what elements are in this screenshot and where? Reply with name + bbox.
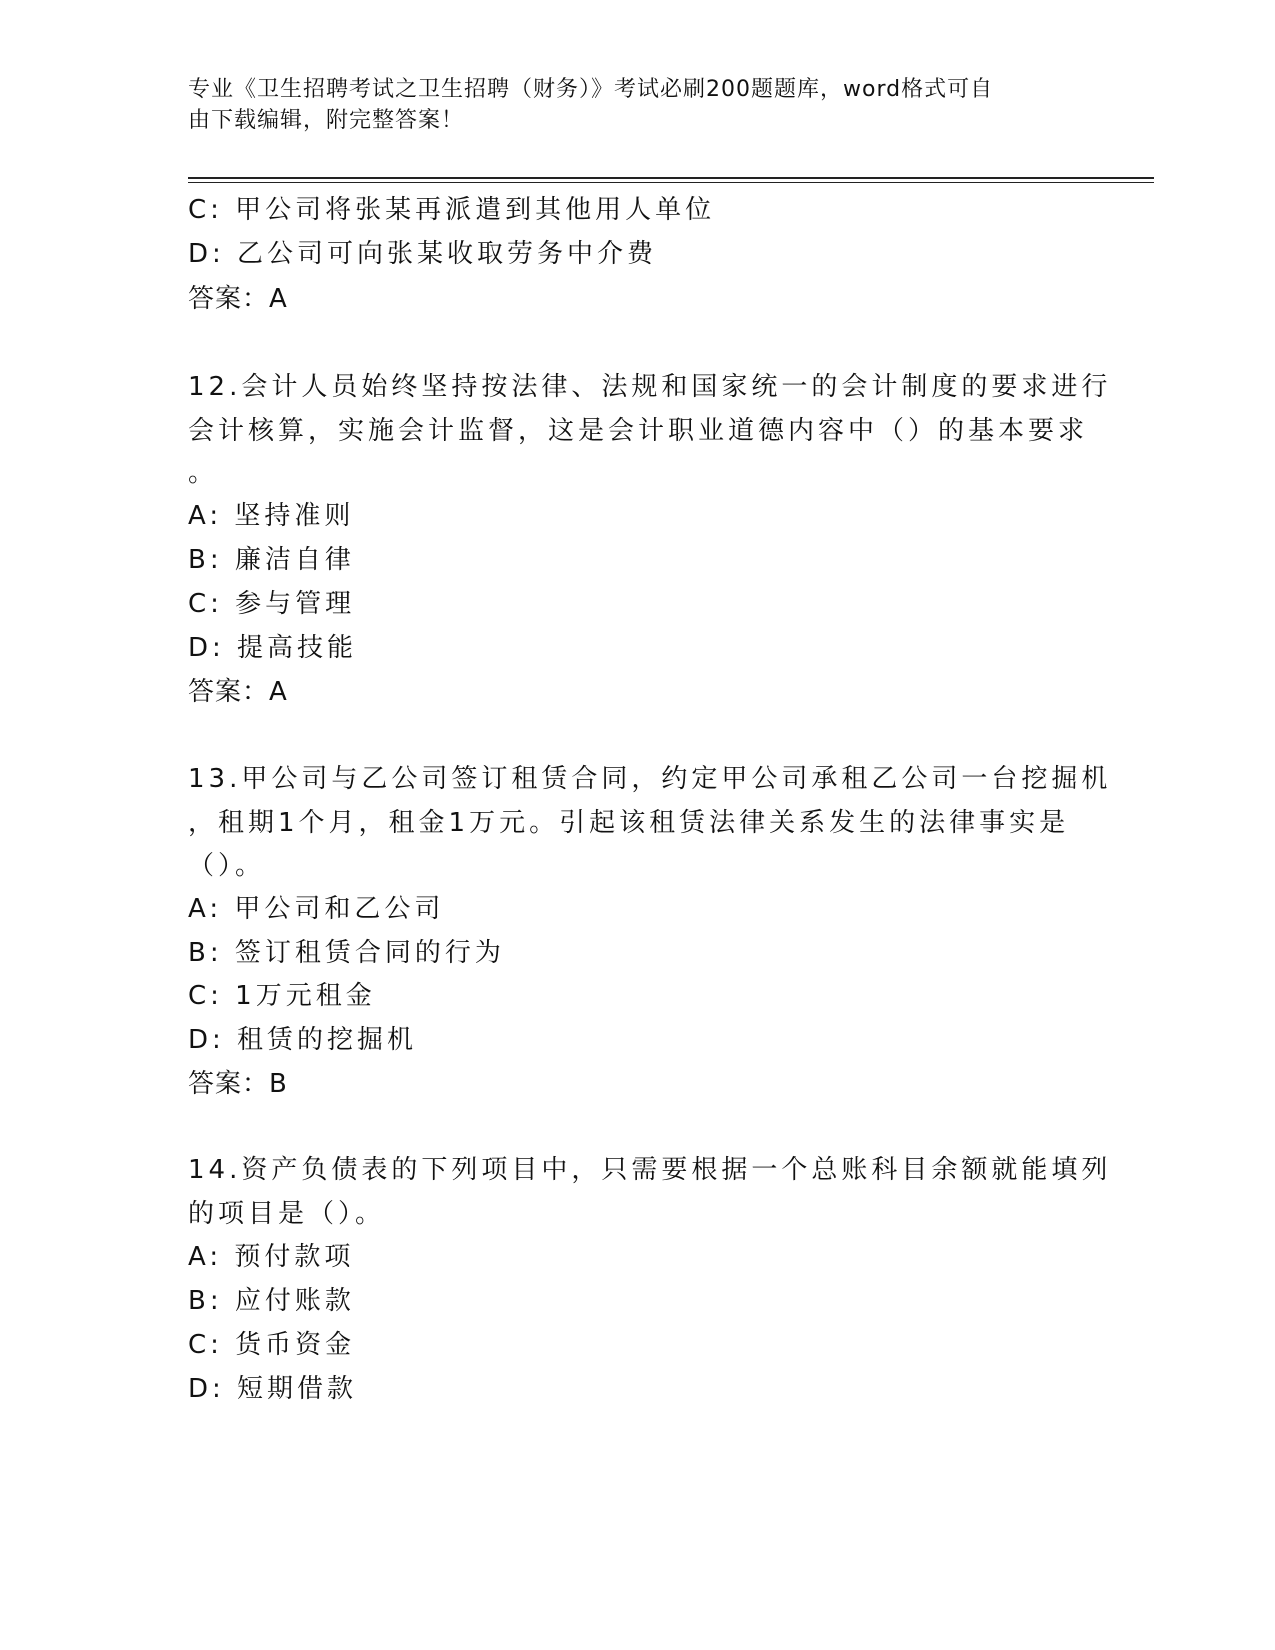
- question-14-option-a: A: 预付款项: [188, 1242, 355, 1272]
- question-13-answer: 答案：B: [188, 1069, 288, 1099]
- question-12-option-c: C: 参与管理: [188, 589, 356, 619]
- question-12-stem-3: 。: [188, 458, 219, 488]
- question-13-option-d: D: 租赁的挖掘机: [188, 1025, 418, 1055]
- question-14-option-b: B: 应付账款: [188, 1286, 355, 1316]
- header-line-1: 专业《卫生招聘考试之卫生招聘（财务）》考试必刷200题题库，word格式可自: [188, 77, 994, 102]
- question-12-option-d: D: 提高技能: [188, 633, 358, 663]
- question-13-option-a: A: 甲公司和乙公司: [188, 894, 445, 924]
- question-13-stem-2: ，租期1个月，租金1万元。引起该租赁法律关系发生的法律事实是: [188, 808, 1070, 838]
- question-13-stem-3: （）。: [188, 851, 266, 881]
- question-14-option-d: D: 短期借款: [188, 1374, 358, 1404]
- question-14-stem-1: 14.资产负债表的下列项目中，只需要根据一个总账科目余额就能填列: [188, 1155, 1112, 1185]
- question-12-stem-2: 会计核算，实施会计监督，这是会计职业道德内容中（）的基本要求: [188, 416, 1089, 446]
- question-12-answer: 答案：A: [188, 677, 288, 707]
- option-c: C: 甲公司将张某再派遣到其他用人单位: [188, 195, 716, 225]
- header-line-2: 由下载编辑，附完整答案！: [188, 108, 465, 133]
- question-12-option-a: A: 坚持准则: [188, 501, 355, 531]
- question-14-option-c: C: 货币资金: [188, 1330, 356, 1360]
- question-13-option-b: B: 签订租赁合同的行为: [188, 938, 505, 968]
- document-header: [188, 74, 1068, 136]
- option-d: D: 乙公司可向张某收取劳务中介费: [188, 239, 658, 269]
- question-14-stem-2: 的项目是（）。: [188, 1199, 386, 1229]
- question-12-option-b: B: 廉洁自律: [188, 545, 355, 575]
- question-12-stem-1: 12.会计人员始终坚持按法律、法规和国家统一的会计制度的要求进行: [188, 372, 1112, 402]
- answer-line: 答案：A: [188, 284, 288, 314]
- header-divider-thin: [188, 182, 1154, 183]
- question-13-stem-1: 13.甲公司与乙公司签订租赁合同，约定甲公司承租乙公司一台挖掘机: [188, 764, 1112, 794]
- question-13-option-c: C: 1万元租金: [188, 981, 376, 1011]
- header-divider-thick: [188, 177, 1154, 179]
